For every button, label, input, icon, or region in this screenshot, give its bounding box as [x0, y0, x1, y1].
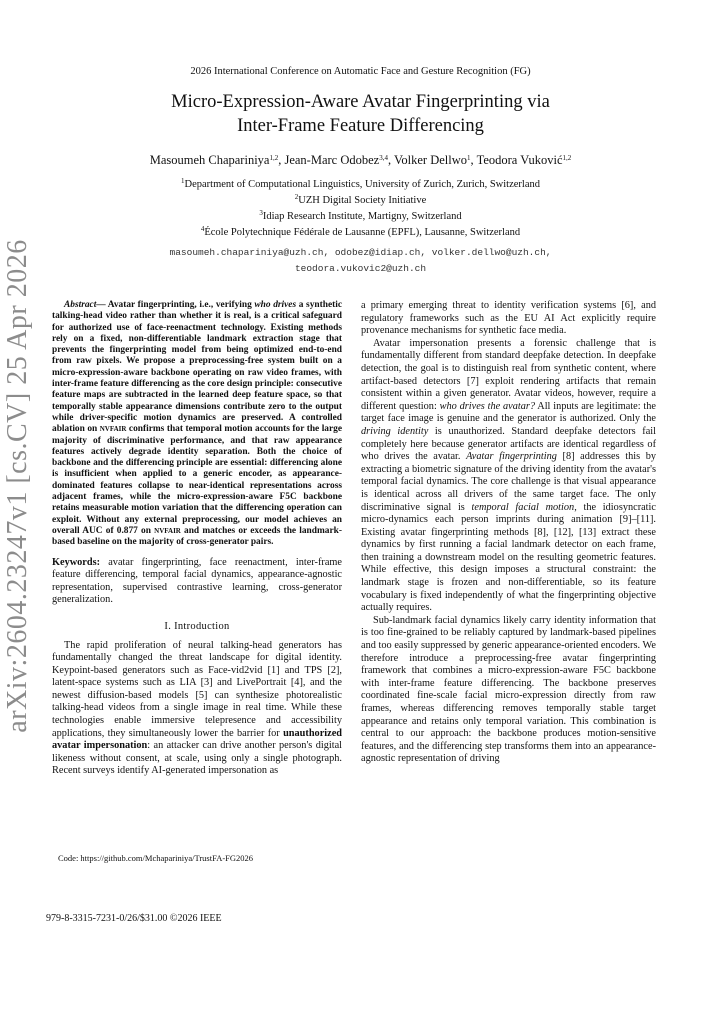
abstract-label: Abstract — [64, 300, 97, 310]
intro-paragraph: The rapid proliferation of neural talking-head generators has fundamentally changed the threat landscape for digital identity. Keypoint-based generators such as Face-vid2vid [1] and TPS [2], latent-space systems such as LIA [3] and LivePortrait [4], and the newest diffusion-based models [5] can synthesize photorealistic talking-head videos from a single image in real time. While these technologies enable immersive telepresence and accessibility applications, they simultaneously lower the barrier for unauthorized avatar impersonation: an attacker can drive another person's digital likeness without consent, at scale, using only a single photograph. Recent surveys identify AI-generated impersonation as — [52, 639, 342, 777]
paper-title — [0, 90, 721, 138]
keywords-label: Keywords: — [52, 556, 101, 568]
body-paragraph: Sub-landmark facial dynamics likely carry identity information that is too fine-grained to be reliably captured by landmark-based pipelines and too easily suppressed by generic appearance-oriented encoders. We therefore introduce a preprocessing-free avatar fingerprinting framework that combines a micro-expression-aware F5C backbone with inter-frame feature differencing. The backbone preserves coordinated fine-scale facial micro-expression directly from raw frames, whereas differencing removes temporally stable target appearance and retains only temporal variation. This combination is central to our approach: the backbone produces motion-sensitive features, and the differencing step transforms them into an appearance-agnostic representation of driving — [361, 614, 656, 765]
body-paragraph: Avatar impersonation presents a forensic challenge that is fundamentally different from standard deepfake detection. In deepfake detection, the goal is to distinguish real from synthetic content, where artifact-based detectors [7] exploit rendering artifacts that remain consistent within a given generator. Avatar videos, however, require a different question: who drives the avatar? All inputs are legitimate: the target face image is genuine and the generator is authorized. Only the driving identity is unauthorized. Standard deepfake detectors fail completely here because generator artifacts are identical regardless of who drives the avatar. Avatar fingerprinting [8] addresses this by extracting a biometric signature of the driving identity from the avatar's temporal facial dynamics. The core challenge is that visual appearance is identical across all drivers of the same target face. The only discriminative signal is temporal facial motion, the idiosyncratic micro-dynamics each person imprints during animation [9]–[11]. Existing avatar fingerprinting methods [8], [12], [13] extract these dynamics by first running a facial landmark detector on each frame, then training a downstream model on the resulting geometric features. While effective, this design imposes a structural constraint: the landmark stage is frozen and non-differentiable, so its feature vocabulary is fixed independently of what the fingerprinting objective actually requires. — [361, 337, 657, 614]
email-line: masoumeh.chapariniya@uzh.ch, odobez@idiap.ch, volker.dellwo@uzh.ch, — [169, 247, 552, 258]
author: Masoumeh Chapariniya$^{1,2}$, — [149, 153, 285, 167]
conference-header: 2026 International Conference on Automatic Face and Gesture Recognition (FG) — [190, 66, 531, 77]
author: Teodora Vuković$^{1,2}$ — [476, 153, 572, 167]
abstract-body: — Avatar fingerprinting, i.e., verifying who drives a synthetic talking-head video rather than whether it is real, is a critical safeguard for authorized use of face-reenactment technology. Existing methods rely on a fixed, non-differentiable landmark extraction stage that prevents the fingerprinting model from being optimized end-to-end from raw pixels. We propose a preprocessing-free system built on a micro-expression-aware backbone operating on raw video frames, with inter-frame feature differencing as the core design principle: consecutive feature maps are subtracted in the learned deep feature space, so that temporally stable appearance dimensions contribute zero to the output while driver-specific motion dynamics are preserved. A controlled ablation on nvfair confirms that temporal motion accounts for the large majority of discriminative performance, and that raw appearance features actively degrade identity separation. Both the choice of backbone and the differencing principle are essential: differencing alone is insufficient when applied to a generic encoder, as appearance-dominated features collapse to near-identical representations across adjacent frames, while the micro-expression-aware F5C backbone retains measurable motion variation that the differencing operation can exploit. Without any external preprocessing, our model achieves an overall AUC of 0.877 on nvfair and matches or exceeds the landmark-based baseline on the majority of cross-generator pairs. — [52, 300, 342, 548]
code-footnote: Code: https://github.com/Mchapariniya/TrustFA-FG2026 — [58, 853, 254, 863]
affiliation: $^1$Department of Computational Linguistics, University of Zurich, Zurich, Switzerland — [181, 177, 540, 190]
title-line-1: Micro-Expression-Aware Avatar Fingerprinting via — [171, 92, 550, 112]
keywords-text: avatar fingerprinting, face reenactment, inter-frame feature differencing, temporal facial dynamics, appearance-agnostic representation, supervised contrastive learning, cross-generator generalization. — [52, 556, 342, 606]
affiliation: $^4$École Polytechnique Fédérale de Lausanne (EPFL), Lausanne, Switzerland — [200, 225, 521, 238]
author-emails — [0, 245, 721, 277]
author: Jean-Marc Odobez$^{3,4}$, — [284, 153, 394, 167]
body-paragraph: a primary emerging threat to identity verification systems [6], and regulatory frameworks such as the EU AI Act explicitly require provenance mechanisms for synthetic face media. — [361, 300, 656, 337]
copyright-notice: 979-8-3315-7231-0/26/$31.00 ©2026 IEEE — [46, 913, 222, 924]
right-column — [361, 300, 656, 766]
affiliation: $^3$Idiap Research Institute, Martigny, Switzerland — [259, 209, 462, 222]
keywords — [52, 557, 342, 607]
title-line-2: Inter-Frame Feature Differencing — [237, 116, 484, 136]
left-column — [52, 300, 342, 778]
author-list — [0, 153, 721, 168]
affiliation: $^2$UZH Digital Society Initiative — [294, 193, 427, 206]
author: Volker Dellwo$^1$, — [394, 153, 477, 167]
arxiv-stamp: arXiv:2604.23247v1 [cs.CV] 25 Apr 2026 — [2, 239, 33, 733]
email-line: teodora.vukovic2@uzh.ch — [294, 263, 427, 274]
abstract — [52, 300, 342, 549]
affiliation-list — [0, 177, 721, 241]
section-heading: I. Introduction — [164, 620, 230, 632]
